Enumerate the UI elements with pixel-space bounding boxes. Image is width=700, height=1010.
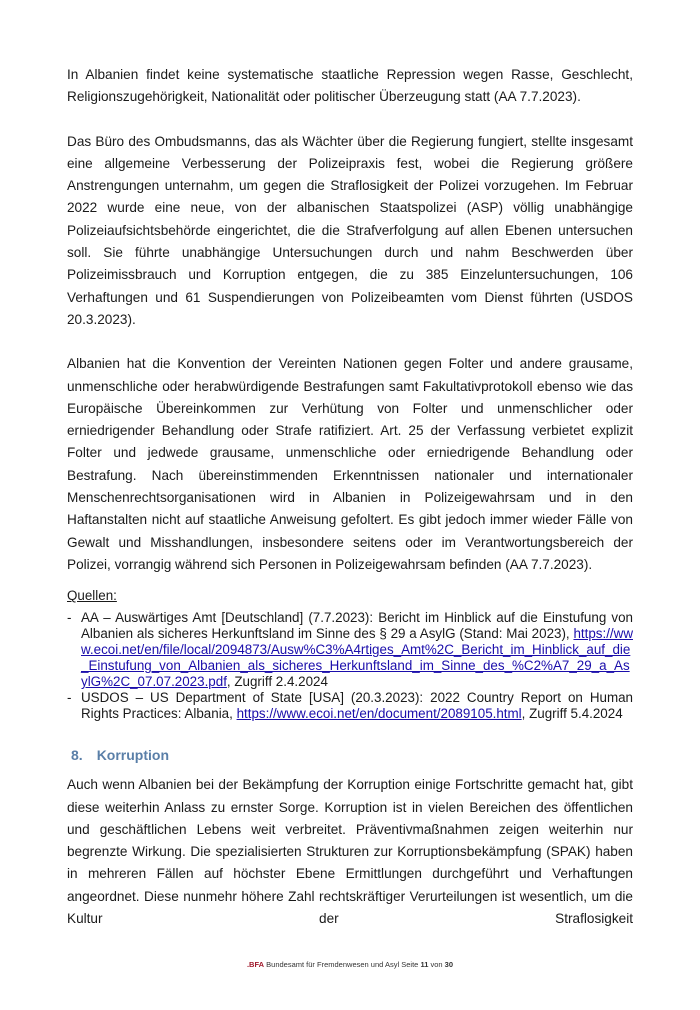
source-item <box>67 690 633 722</box>
section-heading <box>71 746 633 764</box>
source-link[interactable]: https://www.ecoi.net/en/file/local/2094873/Ausw%C3%A4rtiges_Amt%2C_Bericht_im_Hinblick_auf_die_Einstufung_von_Albanien_als_sicheres_Herkunftsland_im_Sinne_des_%C2%A7_29_a_AsylG%2C_07.07.2023.pdf <box>81 626 633 690</box>
page-content <box>67 64 633 930</box>
source-access-date: , Zugriff 5.4.2024 <box>521 706 623 722</box>
source-access-date: , Zugriff 2.4.2024 <box>226 674 328 690</box>
footer-page-label: Seite <box>401 960 419 970</box>
bfa-logo: .BFA <box>246 960 265 970</box>
source-text: USDOS – US Department of State [USA] (20.3.2023): 2022 Country Report on Human Rights Practices: Albania, <box>81 690 633 722</box>
section-number: 8. <box>71 747 83 764</box>
footer-of-label: von <box>430 960 443 970</box>
source-text: AA – Auswärtiges Amt [Deutschland] (7.7.2023): Bericht im Hinblick auf die Einstufung von Albanien als sicheres Herkunftsland im Sinne des § 29 a AsylG (Stand: Mai 2023), <box>81 610 633 642</box>
sources-list <box>67 610 633 722</box>
footer-page-number: 11 <box>420 960 429 970</box>
page-footer <box>0 960 700 970</box>
paragraph-repression: In Albanien findet keine systematische staatliche Repression wegen Rasse, Geschlecht, Religionszugehörigkeit, Nationalität oder politischer Überzeugung statt (AA 7.7.2023). <box>67 67 633 105</box>
footer-org: Bundesamt für Fremdenwesen und Asyl <box>266 960 400 970</box>
footer-page-total: 30 <box>444 960 454 970</box>
source-item <box>67 610 633 690</box>
sources-title: Quellen: <box>67 588 117 604</box>
paragraph-ombudsman: Das Büro des Ombudsmanns, das als Wächter über die Regierung fungiert, stellte insgesamt eine allgemeine Verbesserung der Polizeipraxis fest, wobei die Regierung größere Anstrengungen unternahm, um gegen die Straflosigkeit der Polizei vorzugehen. Im Februar 2022 wurde eine neue, von der albanischen Staatspolizei (ASP) völlig unabhängige Polizeiaufsichtsbehörde eingerichtet, die die Strafverfolgung auf allen Ebenen untersuchen soll. Sie führte unabhängige Untersuchungen durch und nahm Beschwerden über Polizeimissbrauch und Korruption entgegen, die zu 385 Einzeluntersuchungen, 106 Verhaftungen und 61 Suspendierungen von Polizeibeamten vom Dienst führten (USDOS 20.3.2023). <box>67 133 633 327</box>
section-title: Korruption <box>96 747 170 764</box>
paragraph-torture: Albanien hat die Konvention der Vereinten Nationen gegen Folter und andere grausame, unmenschliche oder herabwürdigende Bestrafungen samt Fakultativprotokoll ebenso wie das Europäische Übereinkommen zur Verhütung von Folter und unmenschlicher oder erniedrigender Behandlung oder Strafe ratifiziert. Art. 25 der Verfassung verbietet explizit Folter und jedwede grausame, unmenschliche oder erniedrigende Behandlung oder Bestrafung. Nach übereinstimmenden Erkenntnissen nationaler und internationaler Menschenrechtsorganisationen wird in Albanien in Polizeigewahrsam und in den Haftanstalten nicht auf staatliche Anweisung gefoltert. Es gibt jedoch immer wieder Fälle von Gewalt und Misshandlungen, insbesondere seitens oder im Verantwortungsbereich der Polizei, vorrangig während sich Personen in Polizeigewahrsam befinden (AA 7.7.2023). <box>67 356 633 572</box>
source-link[interactable]: https://www.ecoi.net/en/document/2089105.html <box>236 706 522 722</box>
paragraph-corruption: Auch wenn Albanien bei der Bekämpfung der Korruption einige Fortschritte gemacht hat, gibt diese weiterhin Anlass zu ernster Sorge. Korruption ist in vielen Bereichen des öffentlichen und geschäftlichen Lebens weit verbreitet. Präventivmaßnahmen zeigen weiterhin nur begrenzte Wirkung. Die spezialisierten Strukturen zur Korruptionsbekämpfung (SPAK) haben in mehreren Fällen auf höchster Ebene Ermittlungen durchgeführt und Verhaftungen angeordnet. Diese nunmehr höhere Zahl rechtskräftiger Verurteilungen ist wesentlich, um die Kultur der Straflosigkeit <box>67 777 633 927</box>
